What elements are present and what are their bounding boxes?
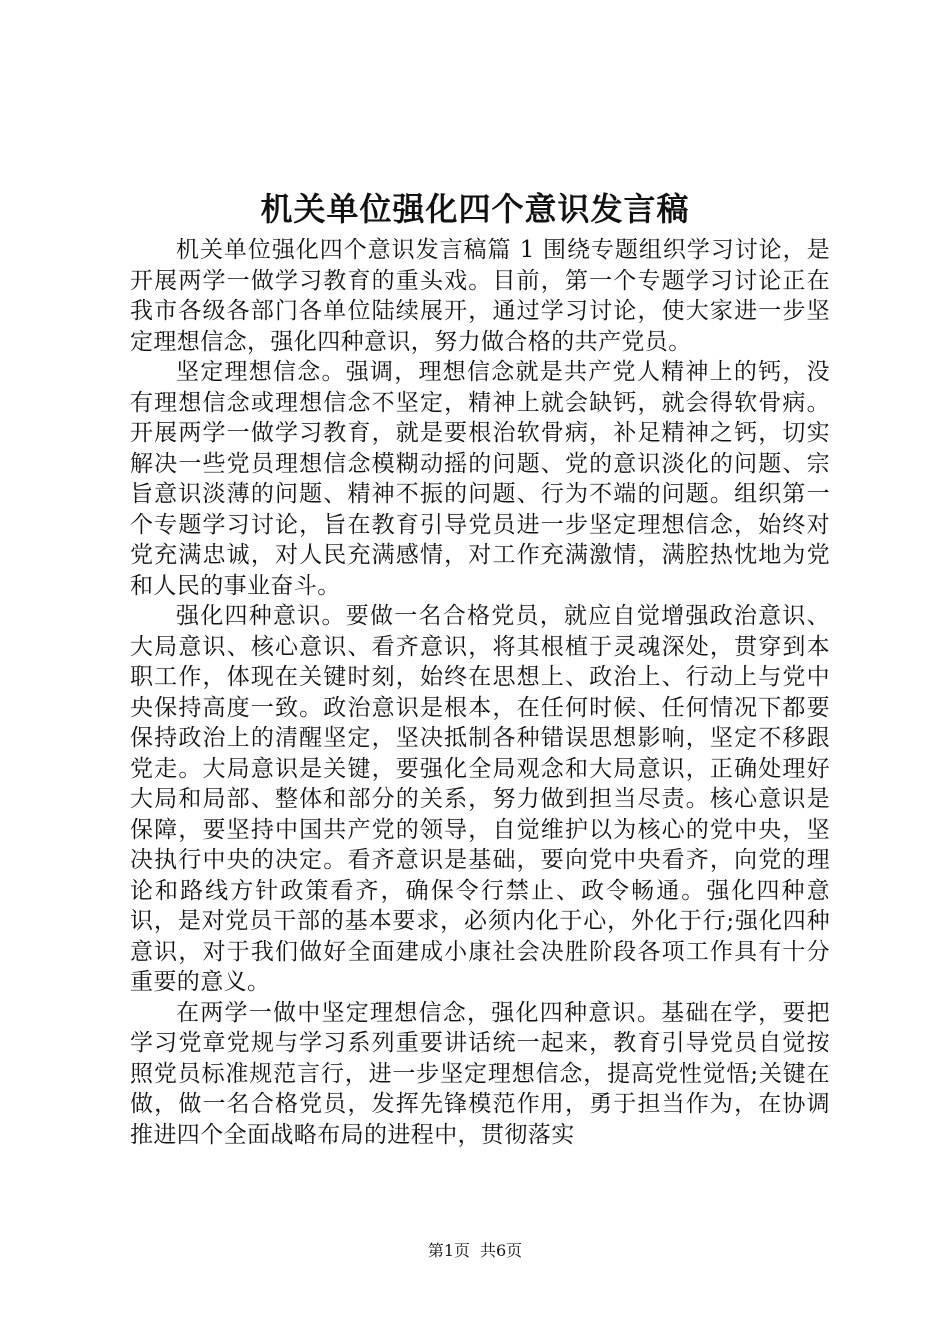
document-body [130,235,830,1150]
paragraph-1: 机关单位强化四个意识发言稿篇 1 围绕专题组织学习讨论，是开展两学一做学习教育的重头戏。目前，第一个专题学习讨论正在我市各级各部门各单位陆续展开，通过学习讨论，使大家进一步坚定理想信念，强化四种意识，努力做合格的共产党员。 [130,237,830,355]
paragraph-3: 强化四种意识。要做一名合格党员，就应自觉增强政治意识、大局意识、核心意识、看齐意识，将其根植于灵魂深处，贯穿到本职工作，体现在关键时刻，始终在思想上、政治上、行动上与党中央保持高度一致。政治意识是根本，在任何时候、任何情况下都要保持政治上的清醒坚定，坚决抵制各种错误思想影响，坚定不移跟党走。大局意识是关键，要强化全局观念和大局意识，正确处理好大局和局部、整体和部分的关系，努力做到担当尽责。核心意识是保障，要坚持中国共产党的领导，自觉维护以为核心的党中央，坚决执行中央的决定。看齐意识是基础，要向党中央看齐，向党的理论和路线方针政策看齐，确保令行禁止、政令畅通。强化四种意识，是对党员干部的基本要求，必须内化于心，外化于行;强化四种意识，对于我们做好全面建成小康社会决胜阶段各项工作具有十分重要的意义。 [130,603,830,995]
paragraph-4: 在两学一做中坚定理想信念，强化四种意识。基础在学，要把学习党章党规与学习系列重要讲话统一起来，教育引导党员自觉按照党员标准规范言行，进一步坚定理想信念，提高党性觉悟;关键在做，做一名合格党员，发挥先锋模范作用，勇于担当作为，在协调推进四个全面战略布局的进程中，贯彻落实 [130,999,830,1148]
document-title: 机关单位强化四个意识发言稿 [260,190,690,228]
page-number: 第1页 [427,1241,470,1260]
page-footer [0,1240,950,1262]
page-total: 共6页 [480,1241,523,1260]
paragraph-2: 坚定理想信念。强调，理想信念就是共产党人精神上的钙，没有理想信念或理想信念不坚定，精神上就会缺钙，就会得软骨病。开展两学一做学习教育，就是要根治软骨病，补足精神之钙，切实解决一些党员理想信念模糊动摇的问题、党的意识淡化的问题、宗旨意识淡薄的问题、精神不振的问题、行为不端的问题。组织第一个专题学习讨论，旨在教育引导党员进一步坚定理想信念，始终对党充满忠诚，对人民充满感情，对工作充满激情，满腔热忱地为党和人民的事业奋斗。 [130,359,830,599]
